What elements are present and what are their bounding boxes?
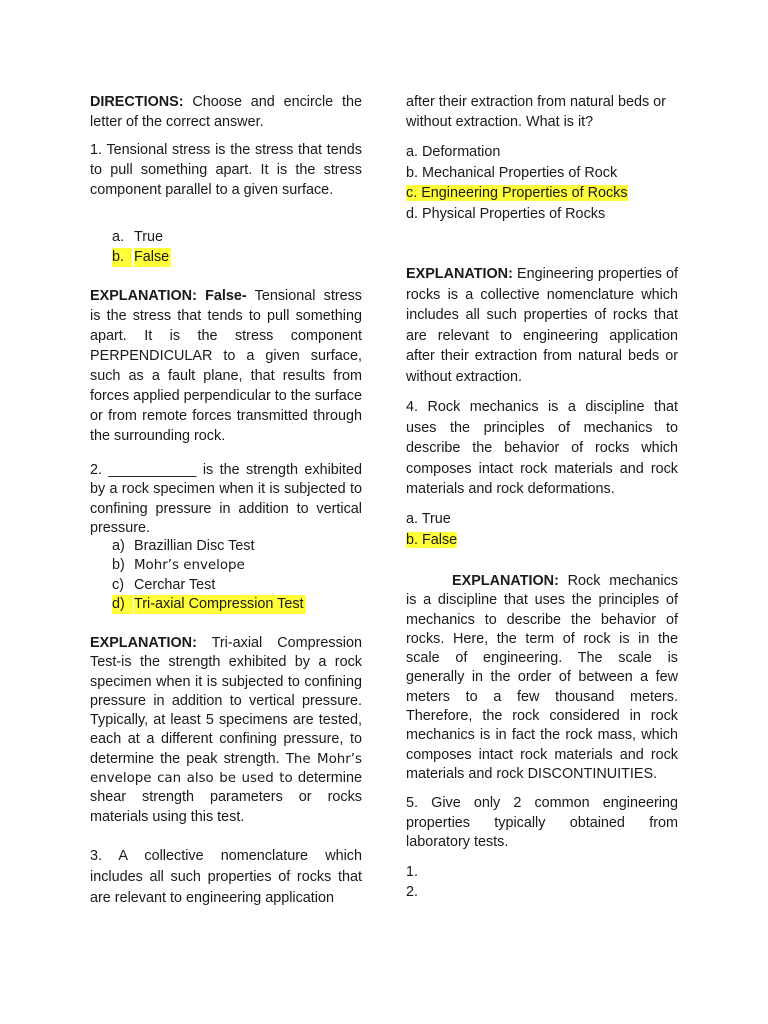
q1-option-a[interactable]: a. True — [112, 229, 164, 245]
q4-option-b-text: b. False — [406, 532, 458, 548]
explanation-2-mohr-text: The Mohr’s envelope can also be used to — [90, 751, 362, 787]
explanation-3 — [406, 264, 678, 387]
q3-option-c[interactable] — [406, 184, 628, 203]
q2-option-b[interactable]: b) Mohr’s envelope — [112, 557, 245, 573]
question-3-continued — [406, 92, 678, 132]
q2-option-b-text: Mohr’s envelope — [134, 558, 245, 573]
q5-answer-1[interactable] — [406, 863, 418, 882]
explanation-1 — [90, 286, 362, 446]
question-1 — [90, 140, 362, 200]
q3-option-c-text: c. Engineering Properties of Rocks — [406, 185, 628, 201]
question-1-text: 1. Tensional stress is the stress that tends to pull something apart. It is the stress component parallel to a given surface. — [90, 142, 362, 198]
q5-answer-1-text: 1. — [406, 864, 419, 880]
question-5-text: 5. Give only 2 common engineering properties typically obtained from laboratory tests. — [406, 795, 678, 850]
question-3-continued-text: after their extraction from natural beds or without extraction. What is it? — [406, 94, 666, 130]
question-3-text: 3. A collective nomenclature which includes all such properties of rocks that are relevant to engineering application — [90, 848, 362, 906]
q2-option-d[interactable]: d) Tri-axial Compression Test — [112, 596, 304, 612]
q3-option-b[interactable] — [406, 164, 617, 183]
explanation-3-text: Engineering properties of rocks is a collective nomenclature which includes all such properties of rocks that are relevant to engineering application after their extraction from natural beds or without extraction. — [406, 266, 678, 385]
q1-option-b-text: False — [134, 249, 170, 265]
q3-option-a[interactable] — [406, 143, 500, 162]
q4-option-a-text: a. True — [406, 511, 451, 527]
explanation-2-text: Tri-axial Compression Test-is the strength exhibited by a rock specimen when it is subjected to confining pressure in addition to vertical pressure. Typically, at least 5 specimens are tested, each at a different confining pressure, to determine the peak strength. — [90, 635, 362, 767]
question-3 — [90, 846, 362, 909]
q3-option-a-text: a. Deformation — [406, 144, 501, 160]
explanation-2 — [90, 634, 362, 827]
explanation-3-label: EXPLANATION: — [406, 266, 513, 282]
question-5 — [406, 794, 678, 853]
q3-option-d-text: d. Physical Properties of Rocks — [406, 206, 606, 222]
q1-option-a-text: True — [134, 229, 164, 245]
q2-option-c[interactable]: c) Cerchar Test — [112, 577, 216, 593]
explanation-4 — [406, 572, 678, 784]
q2-option-d-text: Tri-axial Compression Test — [134, 596, 304, 612]
explanation-1-text: Tensional stress is the stress that tends to pull something apart. It is the stress component PERPENDICULAR to a given surface, such as a fault plane, that results from forces applied perpendicular to the surface or from remote forces transmitted through the surrounding rock. — [90, 288, 363, 444]
q1-option-b[interactable]: b. False — [112, 249, 170, 265]
directions-label: DIRECTIONS: — [90, 94, 184, 110]
q2-option-a[interactable]: a) Brazillian Disc Test — [112, 538, 255, 554]
q3-option-d[interactable] — [406, 205, 605, 224]
question-4-text: 4. Rock mechanics is a discipline that uses the principles of mechanics to describe the behavior of rocks which composes intact rock materials and rock materials and rock deformations. — [406, 399, 678, 497]
explanation-4-label: EXPLANATION: — [452, 573, 559, 589]
question-4 — [406, 397, 678, 500]
q5-answer-2[interactable] — [406, 883, 418, 902]
question-2-text: 2. ___________ is the strength exhibited by a rock specimen when it is subjected to confining pressure in addition to vertical pressure. — [90, 462, 362, 536]
q5-answer-2-text: 2. — [406, 884, 419, 900]
q3-option-b-text: b. Mechanical Properties of Rock — [406, 165, 618, 181]
directions — [90, 92, 362, 132]
question-2 — [90, 461, 362, 538]
explanation-2-text-end: determine shear strength parameters or rocks materials using this test. — [90, 770, 362, 825]
q4-option-a[interactable] — [406, 510, 451, 529]
q2-option-c-text: Cerchar Test — [134, 577, 216, 593]
q2-option-a-text: Brazillian Disc Test — [134, 538, 255, 554]
q4-option-b[interactable] — [406, 531, 457, 550]
directions-text: Choose and encircle the letter of the correct answer. — [90, 94, 362, 130]
explanation-2-label: EXPLANATION: — [90, 635, 197, 651]
explanation-1-label: EXPLANATION: False- — [90, 288, 247, 304]
explanation-4-text: Rock mechanics is a discipline that uses the principles of mechanics to describe the behavior of rocks. Here, the term of rock is in the scale of engineering. The scale is generally in the order of between a few meters to a few thousand meters. Therefore, the rock considered in rock mechanics is in fact the rock mass, which composes intact rock materials and rock materials and rock DISCONTINUITIES. — [406, 573, 678, 782]
